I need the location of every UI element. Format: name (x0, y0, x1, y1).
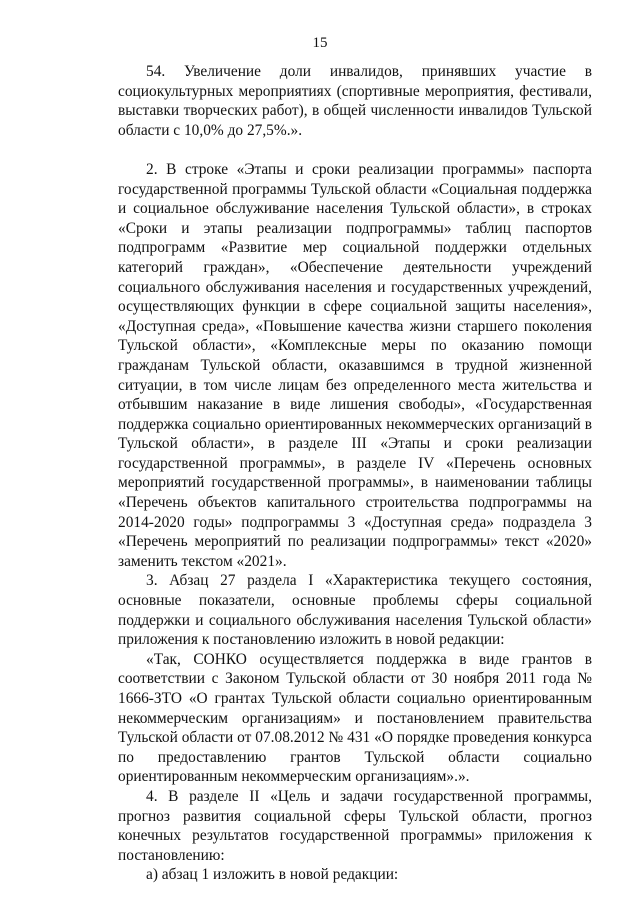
paragraph-3-quote: «Так, СОНКО осуществляется поддержка в виде грантов в соответствии с Законом Тульской области от 30 ноября 2011 года № 1666-ЗТО «О грантах Тульской области социально ориентированным некоммерческим организациям» и постановлением правительства Тульской области от 07.08.2012 № 431 «О порядке проведения конкурса по предоставлению грантов Тульской области социально ориентированным некоммерческим организациям».». (118, 650, 592, 786)
paragraph-3: 3. Абзац 27 раздела I «Характеристика текущего состояния, основные показатели, основные проблемы сферы социальной поддержки и социального обслуживания населения Тульской области» приложения к постановлению изложить в новой редакции: (118, 572, 592, 649)
paragraph-4: 4. В разделе II «Цель и задачи государственной программы, прогноз развития социальной сферы Тульской области, прогноз конечных результатов государственной программы» приложения к постановлению: (118, 787, 592, 864)
page-number: 15 (312, 35, 328, 51)
document-body (118, 62, 592, 885)
paragraph-4a: а) абзац 1 изложить в новой редакции: (146, 866, 399, 884)
paragraph-item-54: 54. Увеличение доли инвалидов, принявших участие в социокультурных мероприятиях (спортивные мероприятия, фестивали, выставки творческих работ), в общей численности инвалидов Тульской области с 10,0% до 27,5%.». (118, 63, 592, 139)
paragraph-2: 2. В строке «Этапы и сроки реализации программы» паспорта государственной программы Тульской области «Социальная поддержка и социальное обслуживание населения Тульской области», в строках «Сроки и этапы реализации подпрограммы» таблиц паспортов подпрограмм «Развитие мер социальной поддержки отдельных категорий граждан», «Обеспечение деятельности учреждений социального обслуживания населения и государственных учреждений, осуществляющих функции в сфере социальной защиты населения», «Доступная среда», «Повышение качества жизни старшего поколения Тульской области», «Комплексные меры по оказанию помощи гражданам Тульской области, оказавшимся в трудной жизненной ситуации, в том числе лицам без определенного места жительства и отбывшим наказание в виде лишения свободы», «Государственная поддержка социально ориентированных некоммерческих организаций в Тульской области», в разделе III «Этапы и сроки реализации государственной программы», в разделе IV «Перечень основных мероприятий государственной программы», в наименовании таблицы «Перечень объектов капитального строительства подпрограммы на 2014-2020 годы» подпрограммы 3 «Доступная среда» подраздела 3 «Перечень мероприятий по реализации подпрограммы» текст «2020» заменить текстом «2021». (118, 160, 592, 570)
